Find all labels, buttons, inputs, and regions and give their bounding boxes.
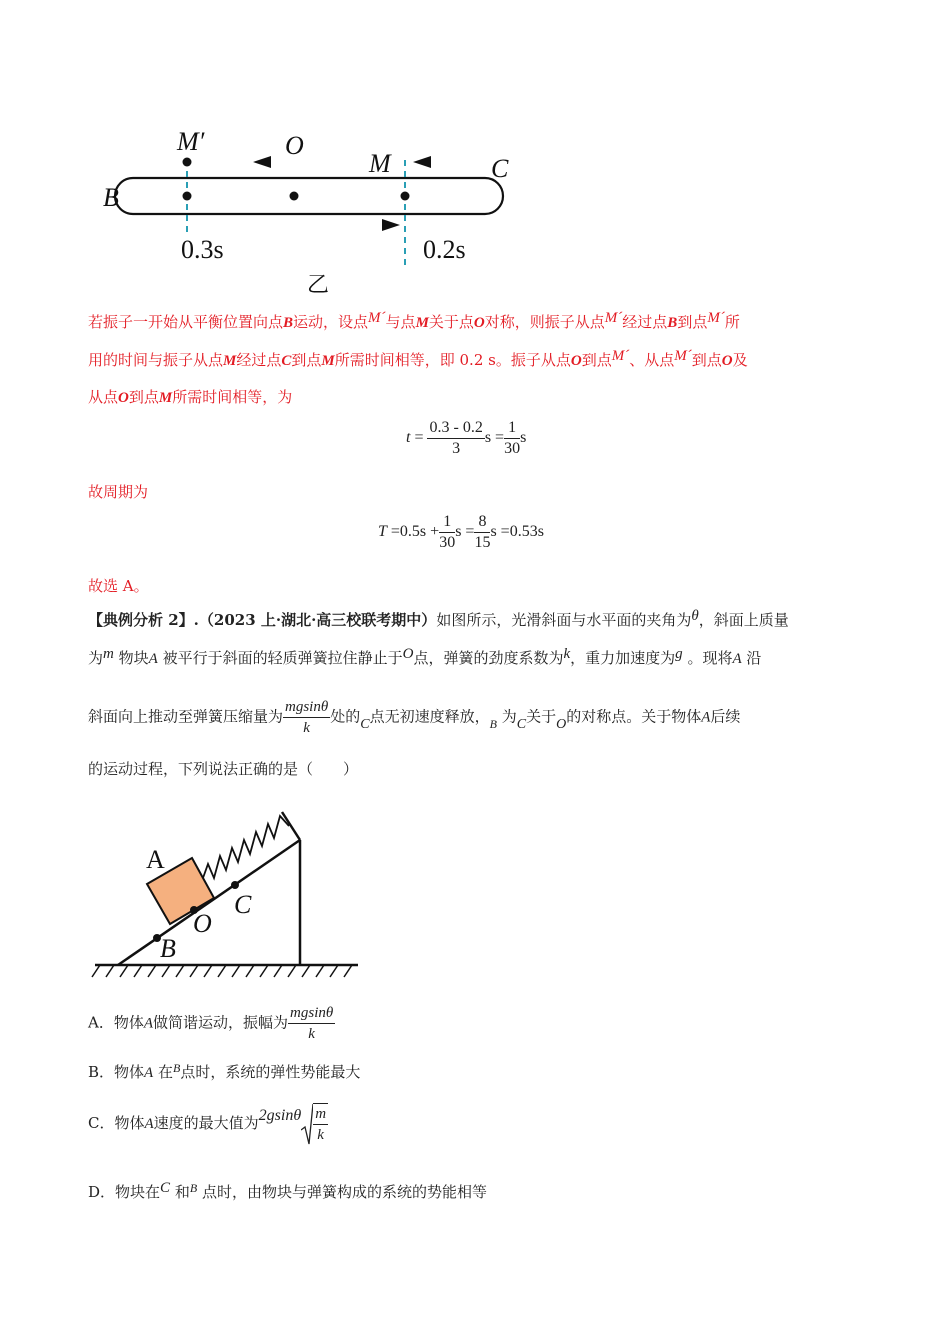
label-O: O — [285, 131, 304, 160]
figure-caption: 乙 — [307, 273, 330, 298]
time-left: 0.3s — [181, 235, 224, 264]
option-d: D．物块在C 和$^B$ 点时，由物块与弹簧构成的系统的势能相等 — [88, 1180, 487, 1201]
option-c: C．物体A速度的最大值为2gsinθ $\frac{m}{k}$ — [88, 1102, 328, 1146]
label-C: C — [491, 154, 509, 183]
solution-line-1: 若振子一开始从平衡位置向点B运动，设点M´与点M关于点O对称，则振子从点M´经过点B到点M´所 — [88, 310, 740, 331]
fig2-label-A: A — [146, 845, 165, 874]
label-M: M — [369, 149, 391, 178]
solution-line-3: 从点O到点M所需时间相等，为 — [88, 388, 293, 406]
oscillation-path-figure — [95, 120, 525, 300]
option-b: B．物体A 在$^B$点时，系统的弹性势能最大 — [88, 1061, 361, 1081]
fig2-label-C: C — [234, 890, 252, 919]
problem-line-2: 为m 物块A 被平行于斜面的轻质弹簧拉住静止于O点，弹簧的劲度系数为k，重力加速度为g 。现将A 沿 — [88, 646, 762, 667]
problem-line-3: 斜面向上推动至弹簧压缩量为 $\frac{mgsin\theta}{k}$ 处的C点无初速度释放，$_B$ 为C关于O的对称点。关于物体A后续 — [88, 699, 741, 736]
option-a: A．物体A做简谐运动，振幅为 $\frac{mgsin\theta}{k}$ — [88, 1005, 334, 1042]
equation-period: T =0.5s + $\frac{1}{30}$ s = $\frac{8}{15}$ s =0.53s — [378, 513, 544, 551]
equation-t: t = $\frac{0.3 - 0.2}{3}$ s = $\frac{1}{30}$ s — [406, 419, 527, 457]
fig2-label-O: O — [193, 909, 212, 938]
problem-line-1: 【典例分析 2】.（2023 上·湖北·高三校联考期中）如图所示，光滑斜面与水平面的夹角为θ，斜面上质量 — [88, 608, 789, 629]
label-M-prime: M′ — [177, 127, 205, 156]
period-label: 故周期为 — [88, 483, 149, 501]
solution-line-2: 用的时间与振子从点M经过点C到点M所需时间相等，即 0.2 s。振子从点O到点M´、从点M´到点O及 — [88, 348, 748, 369]
fig2-label-B: B — [160, 934, 176, 963]
label-B: B — [103, 183, 119, 212]
time-right: 0.2s — [423, 235, 466, 264]
incline-figure — [90, 800, 370, 980]
problem-line-4: 的运动过程，下列说法正确的是（ ） — [88, 760, 359, 778]
answer-line: 故选 A。 — [88, 577, 149, 595]
